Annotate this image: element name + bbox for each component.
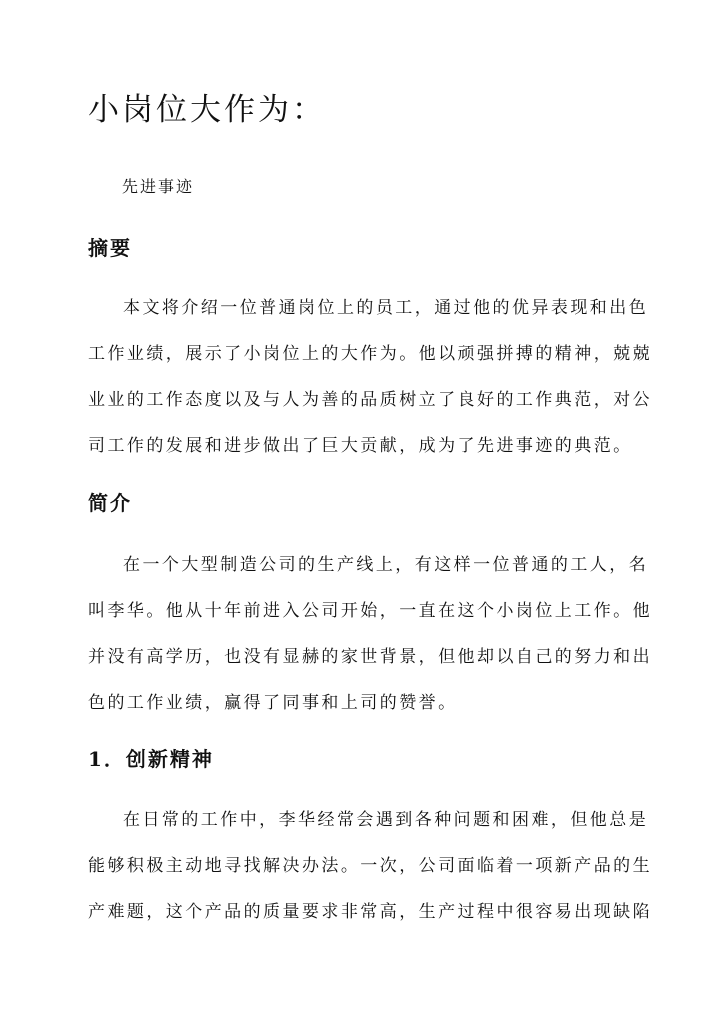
section-paragraph-intro [88, 549, 653, 733]
section-heading-innovation: 1．创新精神 [88, 747, 214, 771]
section-heading-intro: 简介 [88, 491, 132, 515]
paragraph-line: 在日常的工作中，李华经常会遇到各种问题和困难，但他总是 [123, 810, 649, 830]
paragraph-line: 产难题，这个产品的质量要求非常高，生产过程中很容易出现缺陷 [88, 902, 653, 922]
paragraph-line: 在一个大型制造公司的生产线上，有这样一位普通的工人，名 [123, 555, 649, 575]
paragraph-line: 色的工作业绩，赢得了同事和上司的赞誉。 [88, 693, 458, 713]
section-paragraph-abstract [88, 292, 653, 476]
paragraph-line: 并没有高学历，也没有显赫的家世背景，但他却以自己的努力和出 [88, 647, 653, 667]
paragraph-line: 本文将介绍一位普通岗位上的员工，通过他的优异表现和出色 [123, 298, 649, 318]
document-subtitle: 先进事迹 [122, 177, 195, 196]
section-heading-abstract: 摘要 [88, 236, 132, 260]
paragraph-line: 业业的工作态度以及与人为善的品质树立了良好的工作典范，对公 [88, 390, 653, 410]
paragraph-line: 叫李华。他从十年前进入公司开始，一直在这个小岗位上工作。他 [88, 601, 653, 621]
document-title: 小岗位大作为： [88, 92, 326, 128]
paragraph-line: 能够积极主动地寻找解决办法。一次，公司面临着一项新产品的生 [88, 856, 653, 876]
paragraph-line: 司工作的发展和进步做出了巨大贡献，成为了先进事迹的典范。 [88, 436, 633, 456]
paragraph-line: 工作业绩，展示了小岗位上的大作为。他以顽强拼搏的精神，兢兢 [88, 344, 653, 364]
section-paragraph-innovation [88, 804, 653, 942]
